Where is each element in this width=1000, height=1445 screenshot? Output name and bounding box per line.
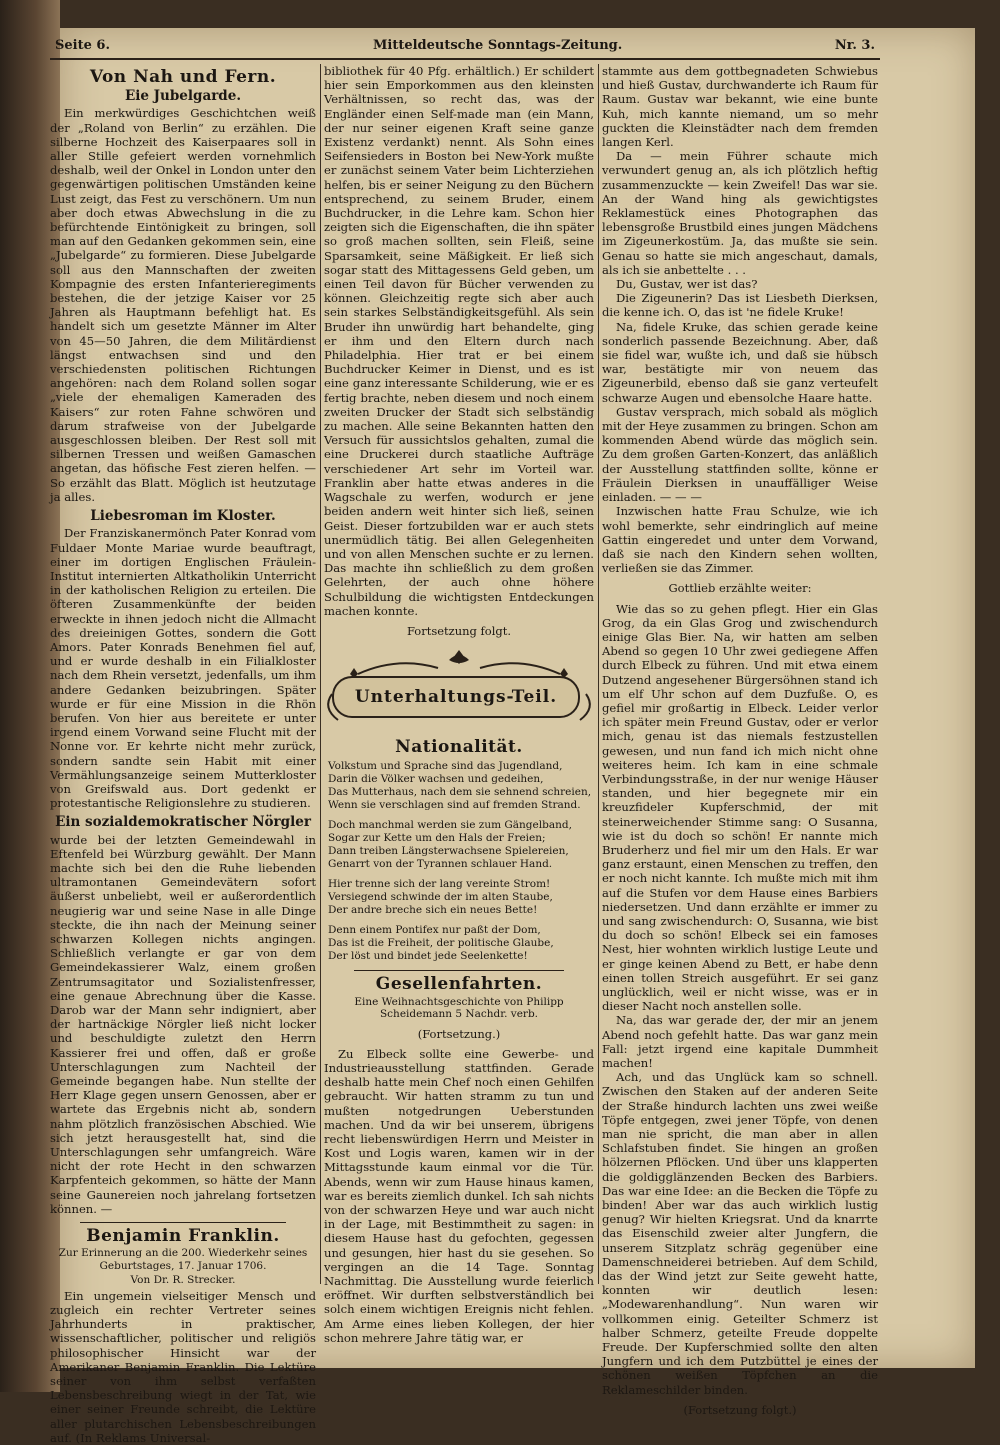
newspaper-title: Mitteldeutsche Sonntags-Zeitung. — [373, 38, 623, 53]
article-body: bibliothek für 40 Pfg. erhältlich.) Er schildert hier sein Emporkommen aus den kleinsten Verhältnissen, so recht das, was der Engländer einen Self-made man (ein Mann, der nur seiner eigenen Kraft seine ganze Existenz verdankt) nennt. Als Sohn eines Seifensieders in Boston bei New-York mußte er zunächst seinem Vater beim Lichterziehen helfen, bis er seiner Neigung zu den Büchern entsprechend, zu seinem Bruder, einem Buchdrucker, in die Lehre kam. Schon hier zeigten sich die Eigenschaften, die ihn später so groß machen sollten, sein Fleiß, seine Sparsamkeit, seine Mäßigkeit. Er ließ sich sogar statt des Mittagessens Geld geben, um einen Teil davon für Bücher verwenden zu können. Gleichzeitig regte sich aber auch sein starkes Selbständigkeitsgefühl. Als sein Bruder ihn unwürdig hart behandelte, ging er ihm und den Eltern durch nach Philadelphia. Hier trat er bei einem Buchdrucker Keimer in Dienst, und es ist eine ganz interessante Schilderung, wie er es fertig brachte, neben diesem und noch einem zweiten Drucker der Stadt sich selbständig zu machen. Alle seine Bekannten hatten den Versuch für aussichtslos gehalten, zumal die eine Druckerei durch staatliche Aufträge verschiedener Art sehr im Vorteil war. Franklin aber hatte etwas anderes in die Wagschale zu werfen, wodurch er jene beiden andern weit hinter sich ließ, seinen Geist. Dieser fortzubilden war er auch stets unermüdlich tätig. Bei allen Gelegenheiten und von allen Menschen suchte er zu lernen. Das machte ihn schließlich zu dem großen Gelehrten, der auch ohne höhere Schulbildung die wichtigsten Entdeckungen machen konnte. — [324, 64, 594, 618]
poem-title: Nationalität. — [395, 737, 523, 758]
article-divider — [80, 1222, 286, 1223]
poem-line: Versiegend schwinde der im alten Staube, — [328, 891, 553, 904]
poem-line: Das Mutterhaus, nach dem sie sehnend schreien, — [328, 786, 592, 799]
column-divider — [320, 64, 321, 1284]
article-body: Ein merkwürdiges Geschichtchen weiß der „Roland von Berlin“ zu erzählen. Die silberne Hochzeit des Kaiserpaares soll in aller Stille gefeiert werden vornehmlich deshalb, weil der Onkel in London unter den gegenwärtigen politischen Umständen keine Lust zeigt, das Fest zu verschönern. Um nun aber doch etwas Abwechslung in die zu befürchtende Eintönigkeit zu bringen, soll man auf den Gedanken gekommen sein, eine „Jubelgarde“ zu formieren. Diese Jubelgarde soll aus den Mannschaften der zweiten Kompagnie des ersten Infanterieregiments bestehen, die der jetzige Kaiser vor 25 Jahren als Hauptmann befehligt hat. Es handelt sich um gesetzte Männer im Alter von 45—50 Jahren, die dem Militärdienst längst entwachsen sind und den verschiedensten politischen Richtungen angehören: nach dem Roland sollen sogar „viele der ehemaligen Kameraden des Kaisers“ zur roten Fahne schwören und darum strafweise von der Jubelgarde ausgeschlossen bleiben. Der Rest soll mit silbernen Tressen und weißen Gamaschen angetan, das höfische Fest zieren helfen. — So erzählt das Blatt. Möglich ist heutzutage ja alles. — [50, 106, 316, 504]
story-body: stammte aus dem gottbegnadeten Schwiebus und hieß Gustav, durchwanderte ich Raum für Raum. Gustav war bekannt, wie eine bunte Kuh, mich kannte niemand, um so mehr guckten die Kleinstädter nach dem fremden langen Kerl. — [602, 64, 878, 150]
poem-line: Das ist die Freiheit, der politische Glaube, — [328, 937, 554, 950]
issue-number: Nr. 3. — [834, 38, 875, 53]
story-body: Inzwischen hatte Frau Schulze, wie ich wohl bemerkte, sehr eindringlich auf meine Gattin eingeredet und unter dem Vorwand, daß sie nach den Kindern sehen wollten, verließen sie das Zimmer. — [602, 504, 878, 576]
poem-line: Darin die Völker wachsen und gedeihen, — [328, 773, 544, 786]
story-body: Na, fidele Kruke, das schien gerade keine sonderlich passende Bezeichnung. Aber, daß sie fidel war, wußte ich, und daß sie hübsch war, bestätigte mir von neuem das Zigeunerbild, ebenso daß sie ganz verteufelt schwarze Augen und ebensolche Haare hatte. — [602, 319, 878, 405]
story-body: Gottlieb erzählte weiter: — [668, 581, 812, 596]
article-divider — [354, 970, 564, 971]
column-divider — [598, 64, 599, 1284]
poem — [328, 760, 594, 963]
article-subtitle: Zur Erinnerung an die 200. Wiederkehr seines Geburtstages, 17. Januar 1706. — [58, 1247, 308, 1272]
poem-line: Denn einem Pontifex nur paßt der Dom, — [328, 924, 541, 937]
poem-line: Sogar zur Kette um den Hals der Freien; — [328, 832, 546, 845]
article-author: Von Dr. R. Strecker. — [130, 1274, 236, 1287]
story-body: Zu Elbeck sollte eine Gewerbe- und Industrieausstellung stattfinden. Gerade deshalb hatte mein Chef noch einen Gehilfen gebraucht. Wir hatten stramm zu tun und mußten notgedrungen Ueberstunden machen. Und da wir bei unserem, übrigens recht liebenswürdigen Herrn und Meister in Kost und Logis waren, kamen wir in der Mittagsstunde kaum einmal vor die Tür. Abends, wenn wir zum Hause hinaus kamen, war es bereits ziemlich dunkel. Ich sah nichts von der schwarzen Heye und war auch nicht in der Lage, mit Bestimmtheit zu sagen: in diesem Hause hast du gefochten, gegessen und gesungen, hier hast du sie gesehen. So vergingen an die 14 Tage. Sonntag Nachmittag. Die Ausstellung wurde feierlich eröffnet. Wir durften selbstverständlich bei solch einem wichtigen Ereignis nicht fehlen. Am Arme eines lieben Kollegen, der hier schon mehrere Jahre tätig war, er — [324, 1046, 594, 1345]
column-3 — [602, 64, 878, 1417]
article-title: Liebesroman im Kloster. — [90, 508, 276, 525]
header-rule — [50, 58, 880, 60]
story-title: Gesellenfahrten. — [375, 974, 543, 995]
poem-line: Hier trenne sich der lang vereinte Strom! — [328, 878, 551, 891]
column-1 — [50, 64, 316, 1445]
page-header — [55, 38, 875, 60]
poem-line: Der andre breche sich ein neues Bette! — [328, 904, 538, 917]
article-body: Der Franziskanermönch Pater Konrad vom Fuldaer Monte Mariae wurde beauftragt, einer im dortigen Englischen Fräulein-Institut internierten Altkatholikin Unterricht in der katholischen Religion zu erteilen. Die öfteren Zusammenkünfte der beiden erweckte in ihnen jedoch nicht die Allmacht des dreieinigen Gottes, sondern die Gott Amors. Pater Konrads Benehmen fiel auf, und er wurde deshalb in ein Filialkloster nach dem Rhein versetzt, jedenfalls, um ihm andere Gedanken beizubringen. Später wurde er für eine Mission in die Rhön berufen. Von hier aus bereitete er unter irgend einem Vorwand seine Flucht mit der Nonne vor. Er kehrte nicht mehr zurück, sondern sandte sein Habit mit einer Vermählungsanzeige seinem Mutterkloster von Greifswald aus. Dort gedenkt er protestantische Religionslehre zu studieren. — [50, 526, 316, 811]
article-body: wurde bei der letzten Gemeindewahl in Eftenfeld bei Würzburg gewählt. Der Mann machte sich bei den die Ruhe liebenden ultramontanen Gemeindevätern sofort äußerst unbeliebt, weil er außerordentlich neugierig war und seine Nase in alle Dinge steckte, die ihn nach der Meinung seiner schwarzen Kollegen nichts angingen. Schließlich verlangte er gar von dem Gemeindekassierer Walz, einem großen Zentrumsagitator und Sozialistenfresser, eine genaue Abrechnung über die Kasse. Darob war der Mann sehr indigniert, aber der hartnäckige Nörgler ließ nicht locker und beschuldigte zuletzt den Herrn Kassierer frei und offen, daß er große Unterschlagungen zum Nachteil der Gemeinde begangen habe. Nun stellte der Herr Klage gegen unsern Genossen, aber er wartete das Ergebnis nicht ab, sondern nahm plötzlich französischen Abschied. Wie sich jetzt herausgestellt hat, sind die Unterschlagungen sehr umfangreich. Wäre nicht der rote Hecht in den schwarzen Karpfenteich gekommen, so hätte der Mann seine Gaunereien noch jahrelang fortsetzen können. — — [50, 832, 316, 1216]
poem-line: Wenn sie verschlagen sind auf fremden Strand. — [328, 799, 581, 812]
poem-stanza — [328, 760, 594, 812]
article-title: Eie Jubelgarde. — [124, 88, 242, 105]
article-title: Ein sozialdemokratischer Nörgler — [55, 814, 311, 831]
article-body: Ein ungemein vielseitiger Mensch und zugleich ein rechter Vertreter seines Jahrhunderts in praktischer, wissenschaftlicher, politischer und religiös philosophischer Hinsicht war der Amerikaner Benjamin Franklin. Die Lektüre seiner von ihm selbst verfaßten Lebensbeschreibung wiegt in der Tat, wie einer seiner Freunde schreibt, die Lektüre aller plutarchischen Lebensbeschreibungen auf. (In Reklams Universal- — [50, 1288, 316, 1445]
poem-stanza — [328, 819, 594, 871]
poem-line: Dann treiben Längsterwachsene Spielereien, — [328, 845, 569, 858]
continued-label: Fortsetzung folgt. — [406, 623, 512, 638]
column-2 — [324, 64, 594, 1345]
story-body: Gustav versprach, mich sobald als möglich mit der Heye zusammen zu bringen. Schon am kommenden Abend würde das möglich sein. Zu dem großen Garten-Konzert, das anläßlich der Ausstellung stattfinden sollte, könne er Fräulein Dierksen in unauffälliger Weise einladen. — — — — [602, 404, 878, 505]
poem-stanza — [328, 924, 594, 963]
story-body: Na, das war gerade der, der mir an jenem Abend noch gefehlt hatte. Das war ganz mein Fall: jetzt irgend eine kapitale Dummheit machen! — [602, 1013, 878, 1071]
poem-line: Der löst und bindet jede Seelenkette! — [328, 950, 528, 963]
page-number: Seite 6. — [55, 38, 110, 53]
story-body: Die Zigeunerin? Das ist Liesbeth Dierksen, die kenne ich. O, das ist 'ne fidele Kruke! — [602, 291, 878, 320]
poem-stanza — [328, 878, 594, 917]
story-body: Ach, und das Unglück kam so schnell. Zwischen den Staken auf der anderen Seite der Straße hindurch lachten uns zwei weiße Töpfe entgegen, zwei jener Töpfe, von denen man nie spricht, die man aber in allen Schlafstuben findet. Sie hingen an großen hölzernen Pflöcken. Und über uns klapperten die goldigglänzenden Becken des Barbiers. Das war eine Idee: an die Becken die Töpfe zu binden! Aber war das auch wirklich lustig genug? Wir hielten Kriegsrat. Und da knarrte das Eisenschild zweier alter Jungfern, die unserem Sitzplatz schräg gegenüber eine Damenschneiderei betrieben. Auf dem Schild, das der Wind jetzt zur Seite geweht hatte, konnten wir deutlich lesen: „Modewarenhandlung“. Nun waren wir vollkommen einig. Geteilter Schmerz ist halber Schmerz, geteilte Freude doppelte Freude. Der Kupferschmied sollte den alten Jungfern und ich dem Putzbüttel je eines der schönen weißen Töpfchen an die Reklameschilder binden. — [602, 1070, 878, 1397]
entertainment-banner — [324, 646, 594, 734]
story-body: Du, Gustav, wer ist das? — [616, 277, 758, 292]
story-subtitle: Eine Weihnachtsgeschichte von Philipp Scheidemann 5 Nachdr. verb. — [354, 995, 564, 1021]
poem-line: Genarrt von der Tyrannen schlauer Hand. — [328, 858, 553, 871]
poem-line: Volkstum und Sprache sind das Jugendland, — [328, 760, 563, 773]
poem-line: Doch manchmal werden sie zum Gängelband, — [328, 819, 572, 832]
story-body: Da — mein Führer schaute mich verwundert genug an, als ich plötzlich heftig zusammenzuckte — kein Zweifel! Das war sie. An der Wand hing als gewichtigstes Reklamestück eines Photographen das lebensgroße Brustbild eines jungen Mädchens im Zigeunerkostüm. Ja, das mußte sie sein. Genau so hatte sie mich angeschaut, damals, als ich sie anbettelte . . . — [602, 149, 878, 277]
section-title: Von Nah und Fern. — [89, 67, 277, 87]
story-body: Wie das so zu gehen pflegt. Hier ein Glas Grog, da ein Glas Grog und zwischendurch einige Glas Bier. Na, wir hatten am selben Abend so gegen 10 Uhr zwei gediegene Affen durch Elbeck zu führen. Und mit etwa einem Dutzend angesehener Bürgersöhnen stand ich um elf Uhr schon auf dem Duzfuße. O, es gefiel mir großartig in Elbeck. Leider verlor ich später mein Freund Gustav, oder er verlor mich, genau ist das niemals festzustellen gewesen, und nun fand ich mich nicht ohne weiteres heim. Ich kam in eine schmale Verbindungsstraße, in der nur wenige Häuser standen, und hier begegnete mir ein kreuzfideler Kupferschmid, der mit steinerweichender Stimme sang: O Susanna, wie ist du doch so schön! Er nannte mich Bruderherz und fiel mir um den Hals. Er war ganz erstaunt, einen Menschen zu treffen, den er noch nicht kannte. Ich mußte mich mit ihm auf die Stufen vor dem Hause eines Barbiers niedersetzen. Und dann erzählte er immer zu und sang zwischendurch: O, Susanna, wie bist du doch so schön! Elbeck sei ein famoses Nest, hier wohnten wirklich lustige Leute und er ginge keinen Abend zu Bett, er habe denn einen tollen Streich ausgeführt. Er sei ganz unglücklich, weil er nicht wisse, was er in dieser Nacht noch anstellen solle. — [602, 601, 878, 1014]
continuation-label: (Fortsetzung.) — [417, 1026, 501, 1041]
banner-title: Unterhaltungs-Teil. — [332, 676, 580, 718]
article-title: Benjamin Franklin. — [86, 1226, 280, 1247]
continued-label: (Fortsetzung folgt.) — [683, 1402, 797, 1417]
